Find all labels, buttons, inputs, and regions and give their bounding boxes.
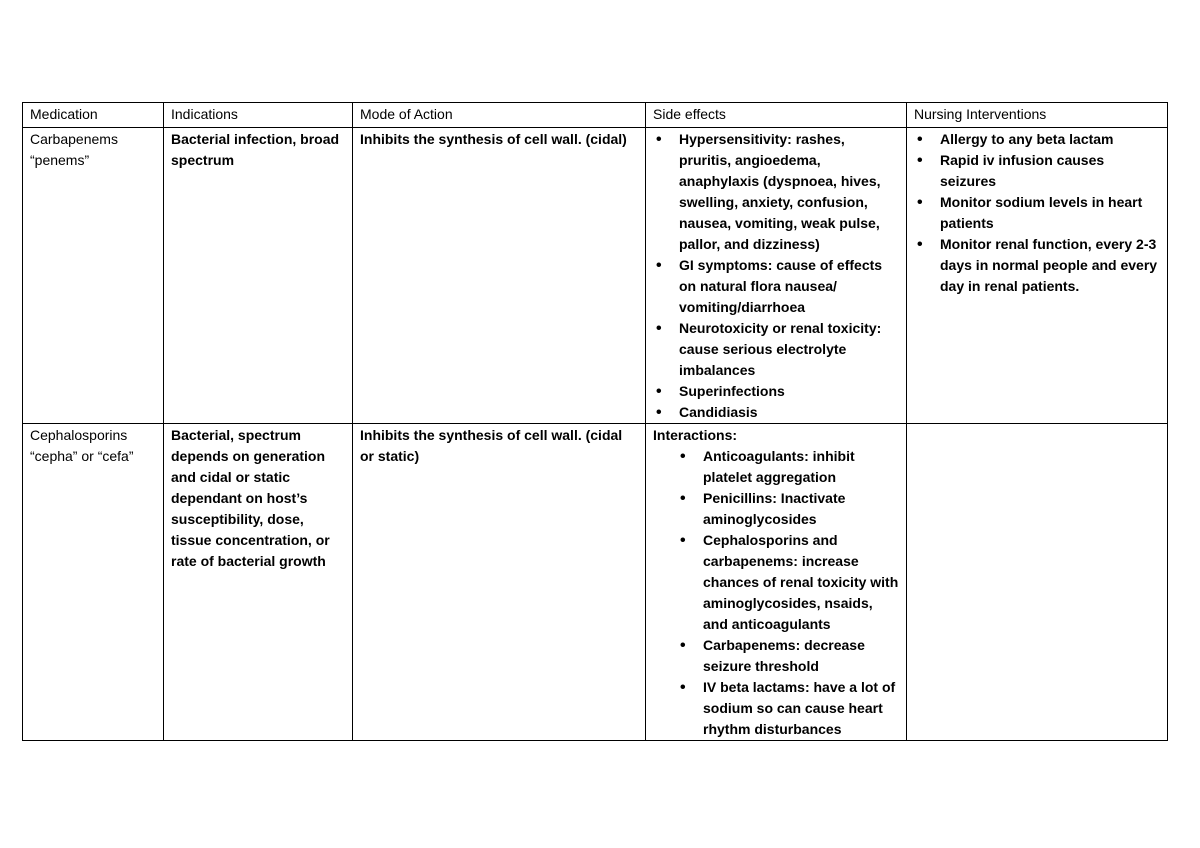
list-item: • Candidiasis — [653, 402, 899, 423]
list-item: • Neurotoxicity or renal toxicity: cause serious electrolyte imbalances — [653, 318, 899, 381]
indications-cell: Bacterial, spectrum depends on generation and cidal or static dependant on host’s susceptibility, dose, tissue concentration, or rate of bacterial growth — [164, 424, 353, 741]
list-item: • Cephalosporins and carbapenems: increase chances of renal toxicity with aminoglycosides, nsaids, and anticoagulants — [653, 530, 899, 635]
medication-cell — [23, 128, 164, 424]
list-item: • Monitor renal function, every 2-3 days in normal people and every day in renal patients. — [914, 234, 1160, 297]
medication-nickname: “penems” — [30, 152, 90, 168]
table-row — [23, 128, 1168, 424]
medication-name: Cephalosporins — [30, 427, 128, 443]
mode-of-action-cell: Inhibits the synthesis of cell wall. (cidal) — [353, 128, 646, 424]
header-indications: Indications — [164, 103, 353, 128]
header-medication: Medication — [23, 103, 164, 128]
nursing-interventions-cell — [907, 128, 1168, 424]
header-nursing-interventions: Nursing Interventions — [907, 103, 1168, 128]
list-item: • Hypersensitivity: rashes, pruritis, angioedema, anaphylaxis (dyspnoea, hives, swelling, anxiety, confusion, nausea, vomiting, weak pulse, pallor, and dizziness) — [653, 129, 899, 255]
list-item: • GI symptoms: cause of effects on natural flora nausea/ vomiting/diarrhoea — [653, 255, 899, 318]
list-item: • Superinfections — [653, 381, 899, 402]
list-item: • Anticoagulants: inhibit platelet aggregation — [653, 446, 899, 488]
medication-nickname: “cepha” or “cefa” — [30, 448, 134, 464]
indications-cell: Bacterial infection, broad spectrum — [164, 128, 353, 424]
side-effects-list — [653, 129, 899, 423]
side-effects-cell — [646, 424, 907, 741]
interactions-heading: Interactions: — [653, 427, 738, 443]
nursing-interventions-list — [914, 129, 1160, 297]
table-row — [23, 424, 1168, 741]
header-side-effects: Side effects — [646, 103, 907, 128]
list-item: • Penicillins: Inactivate aminoglycosides — [653, 488, 899, 530]
list-item: • IV beta lactams: have a lot of sodium so can cause heart rhythm disturbances — [653, 677, 899, 740]
table-header-row — [23, 103, 1168, 128]
medication-name: Carbapenems — [30, 131, 118, 147]
list-item: • Carbapenems: decrease seizure threshold — [653, 635, 899, 677]
list-item: • Monitor sodium levels in heart patients — [914, 192, 1160, 234]
side-effects-cell — [646, 128, 907, 424]
interactions-list — [653, 446, 899, 740]
nursing-interventions-cell — [907, 424, 1168, 741]
medication-table — [22, 102, 1168, 741]
list-item: • Rapid iv infusion causes seizures — [914, 150, 1160, 192]
mode-of-action-cell: Inhibits the synthesis of cell wall. (cidal or static) — [353, 424, 646, 741]
header-mode-of-action: Mode of Action — [353, 103, 646, 128]
medication-cell — [23, 424, 164, 741]
list-item: • Allergy to any beta lactam — [914, 129, 1160, 150]
